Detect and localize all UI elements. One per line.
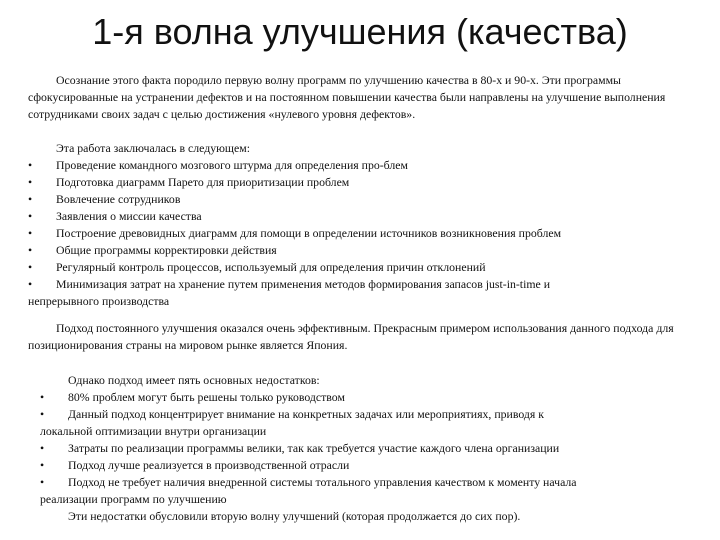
drawbacks-list <box>40 372 694 525</box>
work-lead: Эта работа заключалась в следующем: <box>56 141 250 155</box>
approach-text: Подход постоянного улучшения оказался очень эффективным. Прекрасным примером использования данного подхода для позиционирования страны на мировом рынке является Япония. <box>28 321 674 352</box>
list-item <box>28 259 694 276</box>
list-item <box>40 474 694 491</box>
list-item-text: Подготовка диаграмм Парето для приоритизации проблем <box>56 175 350 189</box>
list-item <box>40 457 694 474</box>
bullet-mark: • <box>28 226 33 240</box>
list-item-text: Проведение командного мозгового штурма для определения про-блем <box>56 158 408 172</box>
list-item <box>28 225 694 242</box>
list-item <box>40 440 694 457</box>
list-item-continuation: непрерывного производства <box>28 294 170 308</box>
drawbacks-lead: Однако подход имеет пять основных недостатков: <box>68 373 320 387</box>
list-item <box>28 208 694 225</box>
list-item-continuation: локальной оптимизации внутри организации <box>40 424 267 438</box>
intro-text: Осознание этого факта породило первую волну программ по улучшению качества в 80-х и 90-х. Эти программы сфокусированные на устранении дефектов и на постоянном повышении качества были направлены на улучшение выполнения сотрудниками своих задач с целью достижения «нулевого уровня дефектов». <box>28 73 666 121</box>
bullet-mark: • <box>28 260 33 274</box>
list-item-text: Затраты по реализации программы велики, так как требуется участие каждого члена организации <box>68 441 560 455</box>
list-item-text: Данный подход концентрирует внимание на конкретных задачах или мероприятиях, приводя к <box>68 407 545 421</box>
bullet-mark: • <box>40 458 45 472</box>
list-item <box>40 389 694 406</box>
slide-title: 1-я волна улучшения (качества) <box>92 11 628 52</box>
bullet-mark: • <box>28 192 33 206</box>
list-item-text: 80% проблем могут быть решены только руководством <box>68 390 345 404</box>
list-item <box>28 276 694 293</box>
list-item <box>28 157 694 174</box>
list-item-continuation: реализации программ по улучшению <box>40 492 227 506</box>
list-item-text: Минимизация затрат на хранение путем применения методов формирования запасов just-in-time и <box>56 277 551 291</box>
work-list <box>28 140 694 310</box>
intro-paragraph <box>28 72 694 123</box>
bullet-mark: • <box>28 175 33 189</box>
list-item <box>28 174 694 191</box>
list-item-text: Общие программы корректировки действия <box>56 243 277 257</box>
bullet-mark: • <box>28 243 33 257</box>
approach-paragraph <box>28 320 694 354</box>
bullet-mark: • <box>40 475 45 489</box>
list-item <box>40 406 694 423</box>
bullet-mark: • <box>28 209 33 223</box>
list-item-text: Построение древовидных диаграмм для помощи в определении источников возникновения проблем <box>56 226 562 240</box>
bullet-mark: • <box>40 390 45 404</box>
list-item-text: Вовлечение сотрудников <box>56 192 181 206</box>
bullet-mark: • <box>40 441 45 455</box>
bullet-mark: • <box>28 158 33 172</box>
list-item <box>28 242 694 259</box>
bullet-mark: • <box>28 277 33 291</box>
list-item-text: Подход лучше реализуется в производственной отрасли <box>68 458 350 472</box>
list-item-text: Подход не требует наличия внедренной системы тотального управления качеством к моменту начала <box>68 475 577 489</box>
closing-line: Эти недостатки обусловили вторую волну улучшений (которая продолжается до сих пор). <box>68 509 521 523</box>
list-item-text: Регулярный контроль процессов, используемый для определения причин отклонений <box>56 260 486 274</box>
bullet-mark: • <box>40 407 45 421</box>
list-item <box>28 191 694 208</box>
list-item-text: Заявления о миссии качества <box>56 209 202 223</box>
